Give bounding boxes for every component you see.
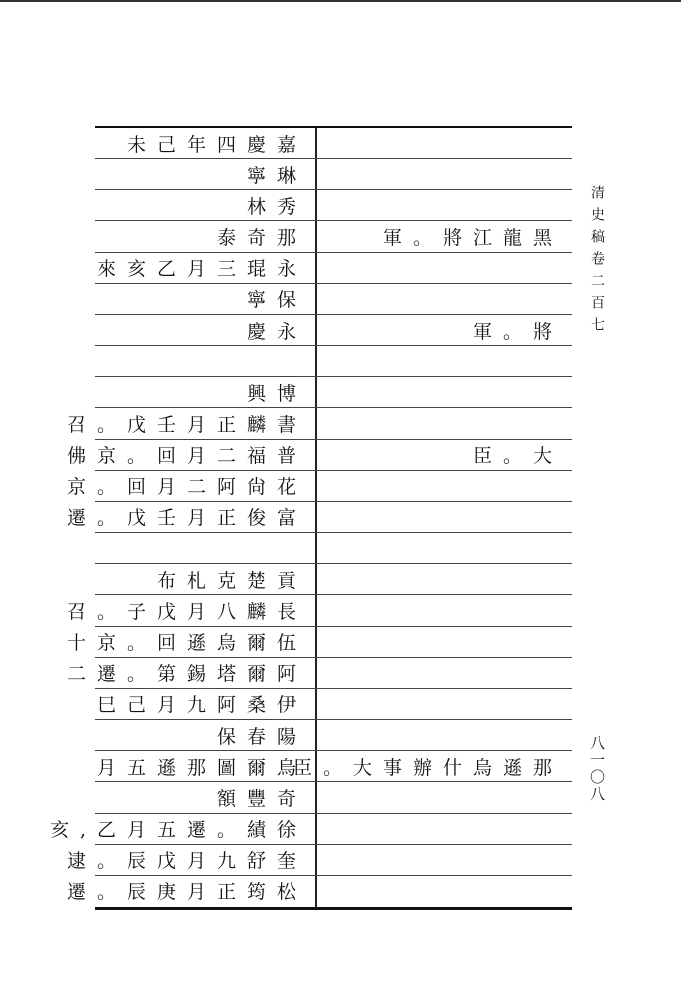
right-cell: 軍。將江龍黑 [382, 227, 563, 250]
table-row [95, 689, 572, 720]
left-cell: 亥,乙月五遷。績徐 [49, 819, 307, 842]
table-row [66, 502, 572, 533]
right-cell: 臣。大事辦什烏遜那 [292, 756, 563, 779]
table-row [95, 315, 572, 346]
page-top-edge [0, 0, 681, 2]
right-cell [317, 346, 563, 376]
left-cell: 未己年四慶嘉 [126, 133, 307, 156]
left-cell: 寧保 [246, 289, 307, 312]
table-row [95, 221, 572, 252]
left-cell: 布札克楚貢 [156, 569, 307, 592]
right-cell [317, 782, 563, 812]
left-cell: 遷。戊壬月正俊富 [66, 507, 307, 530]
table-row [95, 253, 572, 284]
table-row [66, 471, 572, 502]
right-cell [317, 190, 563, 220]
table-row [95, 190, 572, 221]
left-cell: 月五遜那圖爾烏 [96, 756, 307, 779]
right-cell: 臣。大 [472, 445, 563, 468]
left-cell: 慶永 [246, 320, 307, 343]
table-row [95, 284, 572, 315]
right-cell [317, 720, 563, 750]
table-row [95, 533, 572, 564]
left-cell: 召。戊壬月正麟書 [66, 414, 307, 437]
left-cell: 十京。回遜烏爾伍 [66, 632, 307, 655]
left-cell: 保春陽 [216, 725, 307, 748]
table-row [95, 564, 572, 595]
left-cell: 遷。辰庚月正筠松 [66, 881, 307, 904]
right-cell [317, 564, 563, 594]
table-row [95, 782, 572, 813]
table-row [66, 440, 572, 471]
table-row [66, 627, 572, 658]
left-cell: 泰奇那 [216, 227, 307, 250]
table-row [95, 159, 572, 190]
left-cell: 林秀 [246, 195, 307, 218]
right-cell [317, 845, 563, 875]
right-cell [317, 595, 563, 625]
table-row [95, 720, 572, 751]
table-row [66, 658, 572, 689]
right-cell [317, 533, 563, 563]
left-cell: 二遷。第錫塔爾阿 [66, 663, 307, 686]
left-cell: 巳己月九阿桑伊 [96, 694, 307, 717]
right-cell [317, 159, 563, 189]
right-cell: 軍。將 [472, 320, 563, 343]
left-cell [95, 346, 307, 376]
left-cell: 寧琳 [246, 164, 307, 187]
volume-title: 清史稿卷二百七 [589, 185, 605, 339]
table-row [49, 814, 572, 845]
right-cell [317, 814, 563, 844]
right-cell [317, 377, 563, 407]
left-cell: 興博 [246, 382, 307, 405]
right-cell [317, 284, 563, 314]
page-number: 八一〇八 [588, 735, 606, 803]
right-cell [317, 627, 563, 657]
left-cell: 京。回月二阿尙花 [66, 476, 307, 499]
table-bottom-rule [95, 907, 572, 910]
table-row [66, 408, 572, 439]
table-row [95, 377, 572, 408]
right-cell [317, 408, 563, 438]
right-cell [317, 876, 563, 906]
right-cell [317, 658, 563, 688]
left-cell: 召。子戊月八麟長 [66, 600, 307, 623]
left-cell: 額豐奇 [216, 787, 307, 810]
table-row [66, 845, 572, 876]
table-row [95, 346, 572, 377]
left-cell: 佛京。回月二福普 [66, 445, 307, 468]
right-cell [317, 253, 563, 283]
table-row [66, 876, 572, 907]
left-cell [95, 533, 307, 563]
table-row [66, 595, 572, 626]
right-cell [317, 128, 563, 158]
left-cell: 逮。辰戊月九舒奎 [66, 850, 307, 873]
right-cell [317, 471, 563, 501]
table-row [95, 128, 572, 159]
table-row [95, 751, 572, 782]
right-cell [317, 502, 563, 532]
left-cell: 來亥乙月三琨永 [96, 258, 307, 281]
right-cell [317, 689, 563, 719]
